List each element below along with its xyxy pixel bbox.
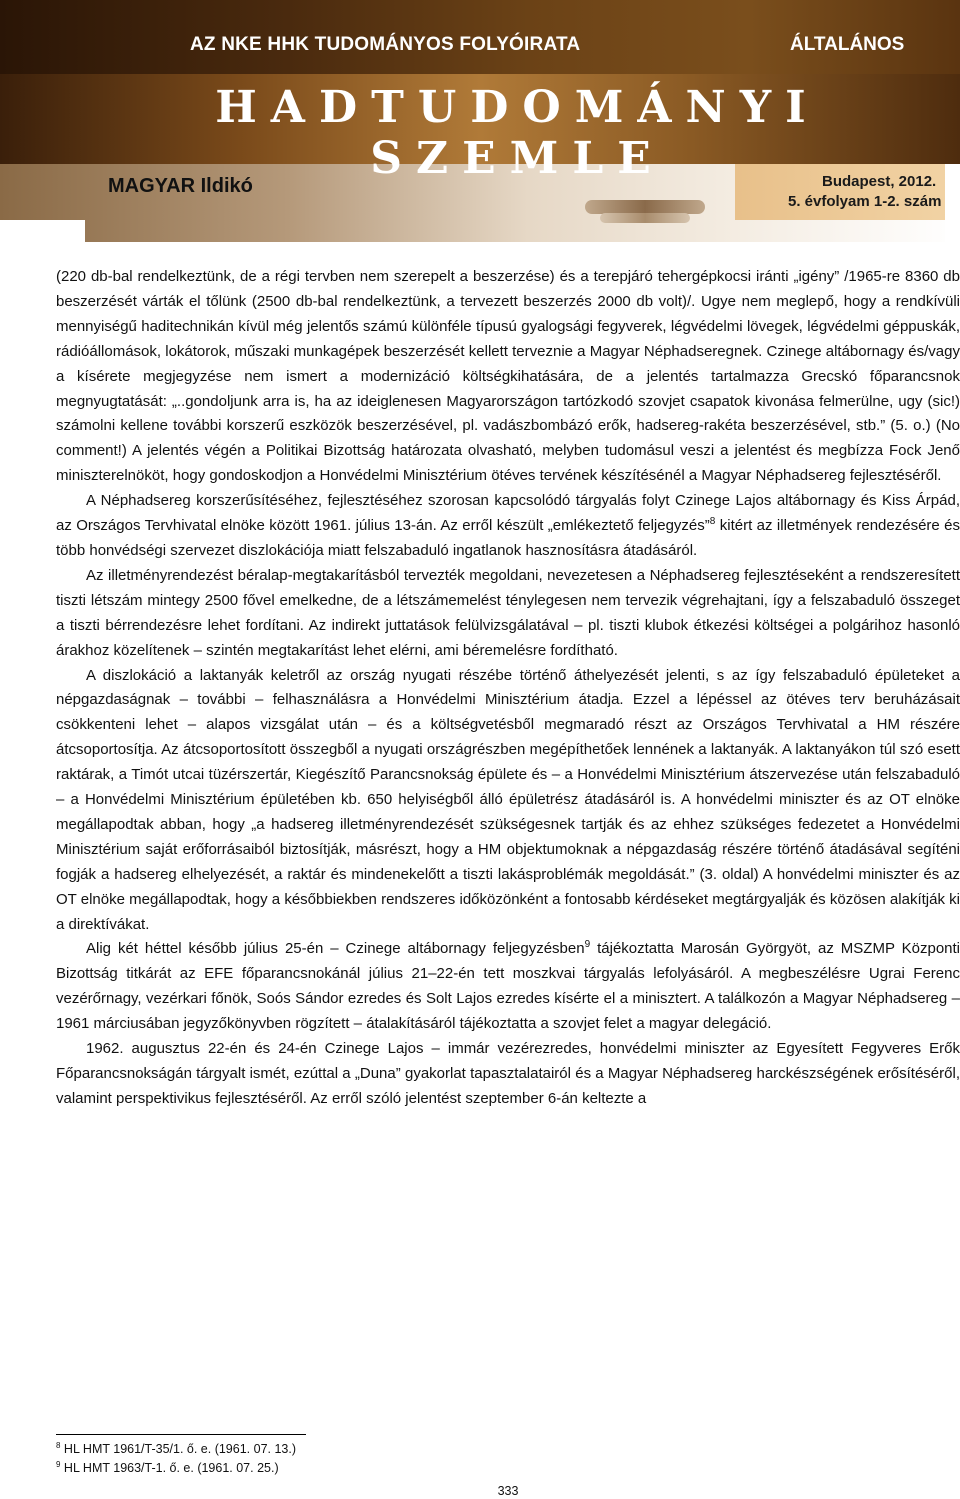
page-number: 333 — [497, 1484, 519, 1498]
place-date: Budapest, 2012. — [822, 173, 937, 190]
footnote-divider — [56, 1434, 306, 1435]
footnote-ref: 9 — [584, 939, 591, 951]
paragraph: Alig két héttel később július 25-én – Czinege altábornagy feljegyzésben$^9$ tájékoztatta Marosán Györgyöt, az MSZMP Központi Bizottság titkárát az EFE főparancsnokánál július 21–22-én tett moszkvai tárgyalás lefolyásáról. A megbeszélésre Ugrai Ferenc vezérőrnagy, vezérkari főnök, Soós Sándor ezredes és Solt Lajos ezredes kísérte el a minisztert. A találkozón a Magyar Néphadsereg – 1961 márciusában jegyzőkönyvben rögzített – átalakításáról tájékoztatta a szovjet felet a magyar delegáció. — [56, 939, 960, 1033]
paragraph: (220 db-bal rendelkeztünk, de a régi tervben nem szerepelt a beszerzése) és a terepjáró tehergépkocsi iránti „igény” /1965-re 8360 db beszerzését várták el tőlünk (2500 db-bal rendelkeztünk, a tervezett beszerzés 2000 db volt)/. Ugye nem meglepő, hogy a rendkívüli mennyiségű haditechnikán kívül még jelentős számú különféle típusú gyalogsági fegyverek, légvédelmi lövegek, légvédelmi géppuskák, rádióállomások, lokátorok, műszaki munkagépek beszerzését kellett terveznie a Magyar Néphadseregnek. Czinege altábornagy és/vagy a kísérete megjegyzése nem ismert a modernizáció költségkihatására, de a jelentés tartalmazza Grecskó főparancsnok megnyugtatását: „..gondoljunk arra is, ha az ideiglenesen Magyarországon tartózkodó szovjet csapatok kivonása felmerülne, ugy (sic!) számolni kellene további korszerű eszközök beszerzésével, pl. vadászbombázó erők, hadsereg-rakéta beszerzésével, stb.” (5. o.) (No comment!) A jelentés végén a Politikai Bizottság határozata olvasható, melyben tudomásul veszi a jelentést és megbízza Fock Jenő miniszterelnököt, hogy gondoskodjon a Honvédelmi Minisztérium ötéves tervének készítésénél a Magyar Néphadsereg fejlesztéséről. — [56, 268, 960, 485]
paragraph: A diszlokáció a laktanyák keletről az ország nyugati részébe történő áthelyezését jelenti, s az így felszabaduló épületeket a népgazdaságnak – további – felhasználásra a Honvédelmi Minisztérium átadja. Ezzel a lépéssel az ötéves terv beruházásait csökkenteni lehet – alapos vizsgálat után – és a költségvetésből megmaradó részt az Országos Tervhivatal a HM részére átcsoportosítja. Az átcsoportosított összegből a nyugati országrészben megépíthetőek lennének a laktanyák. A laktanyákon túl szó esett raktárak, a Timót utcai tüzérszertár, Kiegészítő Parancsnokság épülete és – a Honvédelmi Minisztérium átszervezése után felszabaduló – a Honvédelmi Minisztérium épületében kb. 650 helyiségből álló épületrész átadásáról is. A honvédelmi miniszter és az OT elnöke megállapodtak abban, hogy „a hadsereg illetményrendezését szükségesnek tartják és az ehhez szükséges fedezetet a Honvédelmi Minisztérium saját erőforrásaiból biztosítják, másrészt, hogy a HM objektumoknak a népgazdaság részére történő átadásával segíténi fogják a hadsereg elhelyezését, a raktár és mindenekelőtt a tiszti lakásproblémák megoldását.” (3. oldal) A honvédelmi miniszter és az OT elnöke megállapodtak, hogy a későbbiekben rendszeres időközönként a fontosabb kérdéseket megtárgyalják és közösen alakítják ki a direktívákat. — [56, 666, 960, 933]
header-edge — [0, 220, 85, 242]
decorative-bar — [585, 200, 705, 214]
journal-header — [0, 0, 960, 242]
article-body — [56, 265, 960, 1112]
journal-title: HADTUDOMÁNYI SZEMLE — [215, 82, 820, 184]
decorative-bar — [600, 213, 690, 223]
footnote-ref: 8 — [709, 516, 716, 528]
footnote: $^9$ HL HMT 1963/T-1. ő. e. (1961. 07. 25.) — [56, 1460, 279, 1476]
paragraph: Az illetményrendezést béralap-megtakarításból tervezték megoldani, nevezetesen a Néphadsereg fejlesztéseként a rendszeresített tiszti létszám mintegy 2500 fővel emelkedne, de a létszámemelést ténylegesen nem tervezik végrehajtani, így a felszabaduló összeget a tiszti bérrendezésre lehet fordítani. Az indirekt juttatások felülvizsgálatával – pl. tiszti klubok étkezési költségei a polgárihoz hasonló árakhoz közelítenek – szintén megtakarítást lehet elérni, ami béremelésre fordítható. — [56, 566, 960, 659]
journal-name: AZ NKE HHK TUDOMÁNYOS FOLYÓIRATA — [190, 34, 581, 55]
paragraph: A Néphadsereg korszerűsítéséhez, fejlesztéséhez szorosan kapcsolódó tárgyalás folyt Czinege Lajos altábornagy és Kiss Árpád, az Országos Tervhivatal elnöke között 1961. július 13-án. Az erről készült „emlékeztető feljegyzés”$^8$ kitért az illetmények rendezésére és több honvédségi szervezet diszlokációja miatt felszabaduló ingatlanok hasznosításra átadásáról. — [56, 492, 960, 559]
issue-info: 5. évfolyam 1-2. szám — [788, 193, 942, 210]
paragraph: 1962. augusztus 22-én és 24-én Czinege Lajos – immár vezérezredes, honvédelmi miniszter az Egyesített Fegyveres Erők Főparancsnokságán tárgyalt ismét, ezúttal a „Duna” gyakorlat tapasztalatairól és a Magyar Néphadsereg harckészségének erősítéséről, valamint perspektivikus fejlesztéséről. Az erről szóló jelentést szeptember 6-án keltezte a — [56, 1040, 960, 1107]
category-label: ÁLTALÁNOS — [790, 34, 905, 55]
footnote: $^8$ HL HMT 1961/T-35/1. ő. e. (1961. 07. 13.) — [56, 1441, 296, 1457]
author-name: MAGYAR Ildikó — [108, 175, 253, 197]
